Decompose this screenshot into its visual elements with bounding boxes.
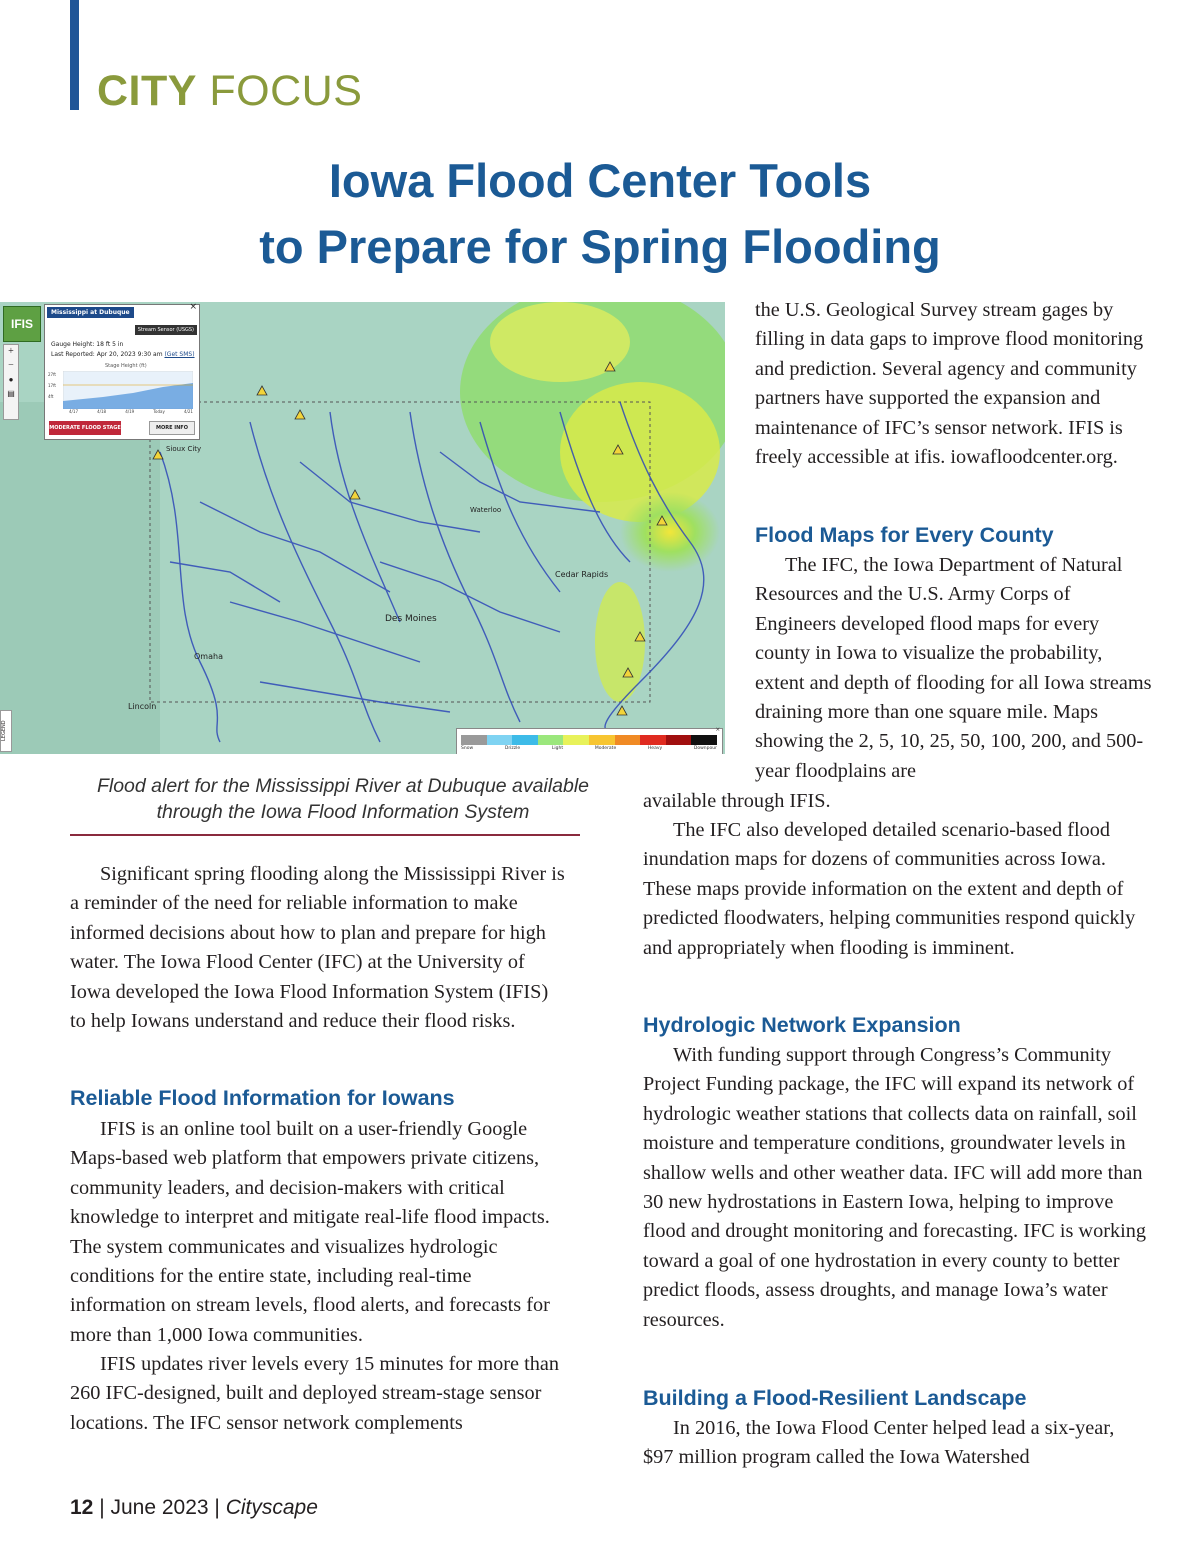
page-footer [70,1496,318,1520]
heading-flood-resilient-landscape: Building a Flood-Resilient Landscape [643,1386,1027,1410]
stage-chart-title: Stage Height (ft) [105,363,147,369]
rain-color-swatch [461,735,487,745]
rain-color-swatch [538,735,564,745]
flood-stage-button[interactable]: MODERATE FLOOD STAGE [49,421,121,435]
intro-paragraph: Significant spring flooding along the Mississippi River is a reminder of the need for reliable information to make informed decisions about how to plan and prepare for high water. The Iowa Flood Center (IFC) at the University of Iowa developed the Iowa Flood Information System (IFIS) to help Iowans understand and reduce their flood risks. [70,863,565,1033]
rain-legend-label: Downpour [693,746,717,751]
rain-legend-labels [461,746,717,751]
caption-rule [70,834,580,836]
zoom-out-icon[interactable]: − [8,360,14,371]
caption-line-2: through the Iowa Flood Information System [156,801,530,823]
rain-color-swatch [615,735,641,745]
rain-legend-label: Moderate [594,746,617,751]
location-icon[interactable]: ● [8,375,14,384]
x-tick-label: 4/21 [183,409,193,414]
rain-color-swatch [487,735,513,745]
paragraph-inundation-maps: The IFC also developed detailed scenario-based flood inundation maps for dozens of communities across Iowa. These maps provide information on the extent and depth of predicted floodwaters, helping communities respond quickly and appropriately when flooding is imminent. [643,819,1136,959]
city-label: Des Moines [385,614,437,624]
get-sms-link[interactable]: (Get SMS) [164,351,195,358]
sensor-type-badge: Stream Sensor (USGS) [135,325,197,335]
y-tick-label: 4ft [48,394,54,399]
heading-reliable-flood-info: Reliable Flood Information for Iowans [70,1086,455,1110]
close-icon[interactable]: × [189,302,197,312]
rain-legend [456,725,723,754]
layers-icon[interactable]: ▤ [7,389,15,398]
section-label: CITY FOCUS [97,67,363,115]
rain-color-swatch [563,735,589,745]
x-tick-label: 4/18 [97,409,107,414]
page-number: 12 [70,1496,94,1519]
article-title-line-1: Iowa Flood Center Tools [328,154,872,207]
stage-y-axis [48,369,56,402]
section-accent-bar [70,0,79,110]
popup-title: Mississippi at Dubuque [47,307,134,318]
rain-color-swatch [666,735,692,745]
paragraph-usgs-gages: the U.S. Geological Survey stream gages by filling in data gaps to improve flood monitoring and prediction. Several agency and community partners have supported the expansion and maintenance of IFC’s sensor network. IFIS is freely accessible at ifis. iowafloodcenter.org. [755,299,1144,469]
heading-hydrologic-network: Hydrologic Network Expansion [643,1013,961,1037]
zoom-in-icon[interactable]: + [8,346,14,357]
paragraph-ifis-tool: IFIS is an online tool built on a user-friendly Google Maps-based web platform that empowers private citizens, community leaders, and decision-makers with critical knowledge to interpret and mitigate real-life flood impacts. The system communicates and visualizes hydrologic conditions for the entire state, including real-time information on stream levels, flood alerts, and forecasts for more than 1,000 Iowa communities. [70,1118,550,1346]
article-title-line-2: to Prepare for Spring Flooding [259,220,941,273]
paragraph-network-expansion: With funding support through Congress’s Community Project Funding package, the IFC will expand its network of hydrologic weather stations that collects data on rainfall, soil moisture and temperature conditions, groundwater levels in shallow wells and other weather data. IFC will add more than 30 new hydrostations in Eastern Iowa, helping to improve flood and drought monitoring and forecasting. IFC is working toward a goal of one hydrostation in every county to better predict floods, assess droughts, and manage Iowa’s water resources. [643,1044,1147,1331]
city-label: Cedar Rapids [555,570,609,579]
city-label: Lincoln [128,702,157,711]
city-label: Omaha [194,652,223,661]
rain-color-swatch [589,735,615,745]
ifis-logo[interactable]: IFIS [3,306,41,342]
paragraph-ifis-updates: IFIS updates river levels every 15 minutes for more than 260 IFC-designed, built and deployed stream-stage sensor locations. The IFC sensor network complements [70,1353,560,1434]
x-tick-label: 4/19 [125,409,135,414]
close-icon[interactable]: × [715,725,720,734]
y-tick-label: 27ft [48,372,56,377]
rain-color-swatch [640,735,666,745]
footer-date: | June 2023 | [93,1496,226,1519]
x-tick-label: 4/17 [69,409,78,414]
y-tick-label: 17ft [48,383,56,388]
rain-color-scale [461,735,717,745]
city-label: Sioux City [166,445,202,453]
rain-legend-label: Snow [461,746,474,751]
publication-name: Cityscape [225,1496,318,1519]
rain-legend-label: Light [551,746,564,751]
city-label: Waterloo [470,506,502,514]
x-tick-label: Today [153,409,165,414]
paragraph-flood-maps: The IFC, the Iowa Department of Natural Resources and the U.S. Army Corps of Engineers developed flood maps for every county in Iowa to visualize the probability, extent and depth of flooding for all Iowa streams draining more than one square mile. Maps showing the 2, 5, 10, 25, 50, 100, 200, and 500-year floodplains are [755,554,1152,782]
ifis-map-screenshot [0,302,725,754]
heading-flood-maps: Flood Maps for Every County [755,523,1054,547]
gauge-height: Gauge Height: 18 ft 5 in [51,341,124,348]
last-reported: Last Reported: Apr 20, 2023 9:30 am (Get SMS) [51,351,195,358]
legend-tab[interactable]: LEGEND [0,710,12,752]
paragraph-watershed-program: In 2016, the Iowa Flood Center helped lead a six-year, $97 million program called the Iowa Watershed [643,1417,1115,1469]
stage-x-axis [69,409,193,414]
stage-height-chart [63,371,193,409]
paragraph-flood-maps-end: available through IFIS. [643,790,831,812]
rain-legend-label: Drizzle [504,746,521,751]
rain-legend-label: Heavy [647,746,663,751]
sensor-popup [44,304,200,440]
more-info-button[interactable]: MORE INFO [149,421,195,435]
caption-line-1: Flood alert for the Mississippi River at Dubuque available [96,775,590,797]
rain-color-swatch [691,735,717,745]
rain-color-swatch [512,735,538,745]
map-caption [70,773,616,825]
map-toolbar [3,344,19,420]
